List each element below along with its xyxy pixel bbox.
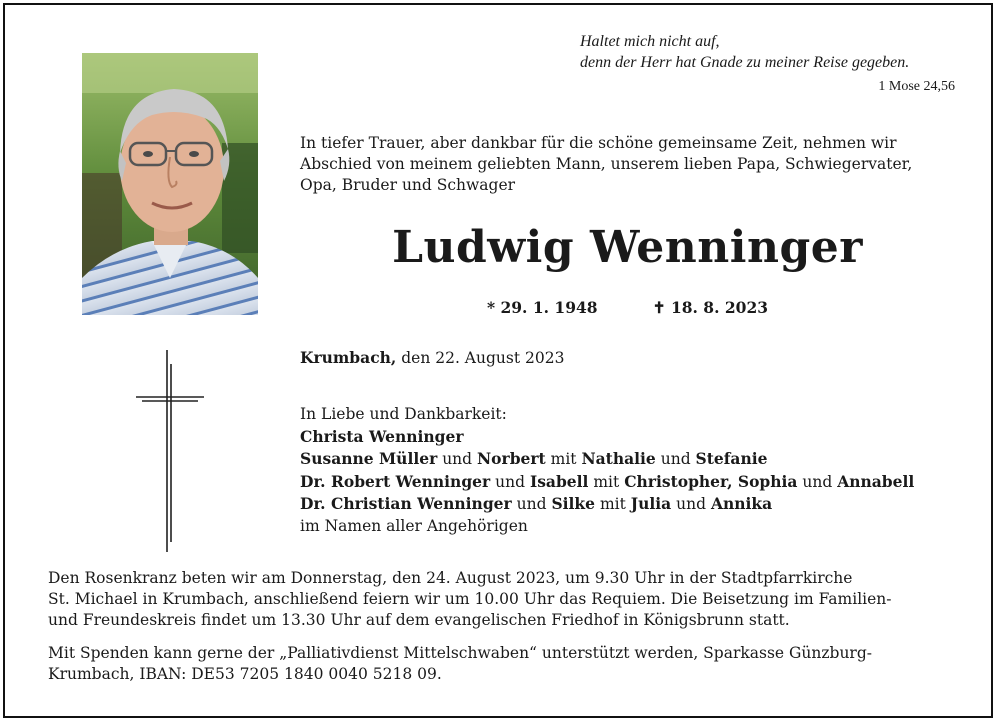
signature-row-3: Dr. Robert Wenninger und Isabell mit Christopher, Sophia und Annabell [300, 471, 915, 491]
quote-line-1: Haltet mich nicht auf, [580, 33, 720, 50]
signature-name: Norbert [477, 449, 546, 468]
donation-note [48, 643, 978, 685]
birth-date: * 29. 1. 1948 [486, 298, 598, 317]
quote-reference: 1 Mose 24,56 [878, 79, 955, 94]
signature-row-1 [300, 426, 980, 449]
signatures [300, 404, 980, 537]
intro-line-3: Opa, Bruder und Schwager [300, 176, 516, 194]
signature-name: Dr. Robert Wenninger [300, 471, 491, 491]
signature-name: Dr. Christian Wenninger [300, 494, 512, 513]
signature-name: Nathalie [581, 449, 656, 468]
service-line-3: und Freundeskreis findet um 13.30 Uhr auf dem evangelischen Friedhof in Königsbrunn statt. [48, 611, 790, 629]
signature-name: Silke [551, 494, 596, 513]
quote-line-2: denn der Herr hat Gnade zu meiner Reise gegeben. [580, 54, 910, 71]
service-line-2: St. Michael in Krumbach, anschließend feiern wir um 10.00 Uhr das Requiem. Die Beisetzung im Familien- [48, 590, 892, 608]
portrait-photo [82, 53, 258, 315]
life-dates [300, 298, 955, 317]
donation-line-1: Mit Spenden kann gerne der „Palliativdienst Mittelschwaben“ unterstützt werden, Sparkasse Günzburg- [48, 644, 872, 662]
signature-name: Christa Wenninger [300, 426, 464, 446]
signature-name: Christopher, Sophia [624, 471, 798, 491]
signatures-closing: im Namen aller Angehörigen [300, 516, 528, 535]
bible-quote [580, 31, 960, 73]
signatures-heading: In Liebe und Dankbarkeit: [300, 405, 507, 423]
donation-line-2: Krumbach, IBAN: DE53 7205 1840 0040 5218 09. [48, 665, 442, 683]
place-date [300, 348, 564, 367]
signature-name: Julia [630, 494, 672, 513]
intro-line-2: Abschied von meinem geliebten Mann, unserem lieben Papa, Schwiegervater, [300, 155, 913, 173]
latin-cross-icon [136, 350, 204, 552]
death-date: ✝ 18. 8. 2023 [652, 298, 769, 317]
deceased-name: Ludwig Wenninger [392, 222, 863, 273]
signature-name: Annabell [837, 471, 915, 491]
place-name: Krumbach, [300, 348, 397, 367]
service-line-1: Den Rosenkranz beten wir am Donnerstag, den 24. August 2023, um 9.30 Uhr in der Stadtpfarrkirche [48, 569, 853, 587]
intro-text [300, 133, 970, 196]
signature-row-2: Susanne Müller und Norbert mit Nathalie und Stefanie [300, 449, 768, 468]
signature-name: Susanne Müller [300, 449, 438, 468]
signature-name: Annika [710, 494, 773, 513]
signature-row-4: Dr. Christian Wenninger und Silke mit Julia und Annika [300, 494, 773, 513]
intro-line-1: In tiefer Trauer, aber dankbar für die schöne gemeinsame Zeit, nehmen wir [300, 134, 897, 152]
signature-name: Isabell [529, 471, 589, 491]
notice-date: den 22. August 2023 [396, 349, 565, 367]
signature-name: Stefanie [695, 449, 768, 468]
service-details [48, 568, 978, 631]
